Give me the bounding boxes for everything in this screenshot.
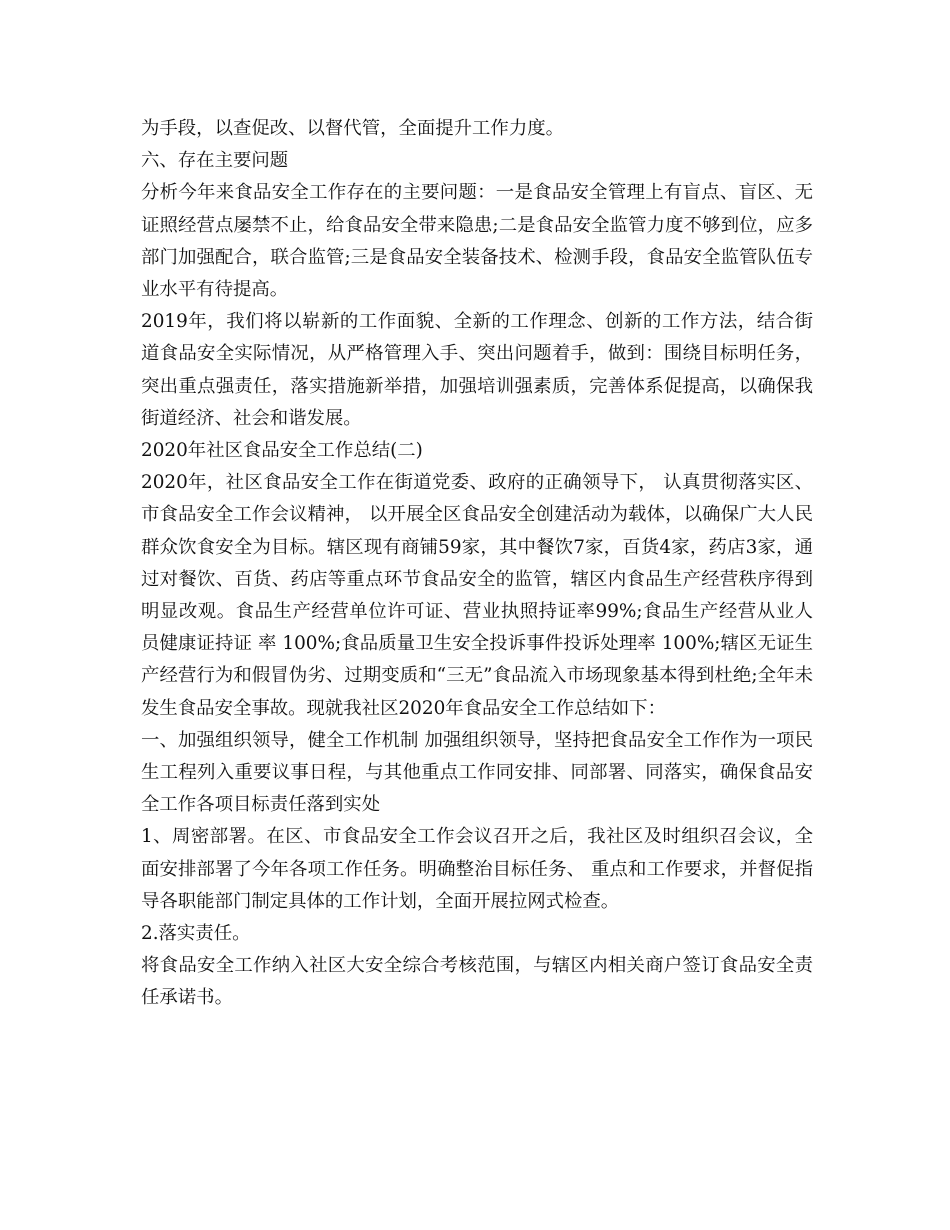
document-subtitle: 2020年社区食品安全工作总结(二) xyxy=(141,440,423,462)
paragraph-2019-plan: 2019年，我们将以崭新的工作面貌、全新的工作理念、创新的工作方法，结合街道食品安全实际情况，从严格管理入手、突出问题着手，做到：围绕目标明任务，突出重点强责任，落实措施新举措，加强培训强素质，完善体系促提高，以确保我街道经济、社会和谐发展。 xyxy=(141,311,813,429)
paragraph-section-one: 一、加强组织领导，健全工作机制 加强组织领导，坚持把食品安全工作作为一项民生工程列入重要议事日程，与其他重点工作同安排、同部署、同落实，确保食品安全工作各项目标责任落到实处 xyxy=(141,729,813,816)
paragraph-2020-overview: 2020年，社区食品安全工作在街道党委、政府的正确领导下， 认真贯彻落实区、市食品安全工作会议精神， 以开展全区食品安全创建活动为载体，以确保广大人民群众饮食安全为目标。辖区现有商铺59家，其中餐饮7家，百货4家，药店3家，通过对餐饮、百货、药店等重点环节食品安全的监管，辖区内食品生产经营秩序得到明显改观。食品生产经营单位许可证、营业执照持证率99%;食品生产经营从业人员健康证持证 率 100%;食品质量卫生安全投诉事件投诉处理率 100%;辖区无证生产经营行为和假冒伪劣、过期变质和“三无”食品流入市场现象基本得到杜绝;全年未发生食品安全事故。现就我社区2020年食品安全工作总结如下： xyxy=(141,472,813,719)
document-page xyxy=(141,113,813,1015)
paragraph-problems-analysis: 分析今年来食品安全工作存在的主要问题：一是食品安全管理上有盲点、盲区、无证照经营点屡禁不止，给食品安全带来隐患;二是食品安全监管力度不够到位，应多部门加强配合，联合监管;三是食品安全装备技术、检测手段，食品安全监管队伍专业水平有待提高。 xyxy=(141,182,813,301)
item-heading-responsibility: 2.落实责任。 xyxy=(141,923,251,945)
paragraph-item-deployment: 1、周密部署。在区、市食品安全工作会议召开之后，我社区及时组织召会议，全面安排部署了今年各项工作任务。明确整治目标任务、 重点和工作要求，并督促指导各职能部门制定具体的工作计划，全面开展拉网式检查。 xyxy=(141,826,813,912)
paragraph-responsibility: 将食品安全工作纳入社区大安全综合考核范围，与辖区内相关商户签订食品安全责任承诺书。 xyxy=(141,955,813,1009)
section-heading-problems: 六、存在主要问题 xyxy=(141,150,289,172)
paragraph-continuation: 为手段，以查促改、以督代管，全面提升工作力度。 xyxy=(141,118,564,139)
